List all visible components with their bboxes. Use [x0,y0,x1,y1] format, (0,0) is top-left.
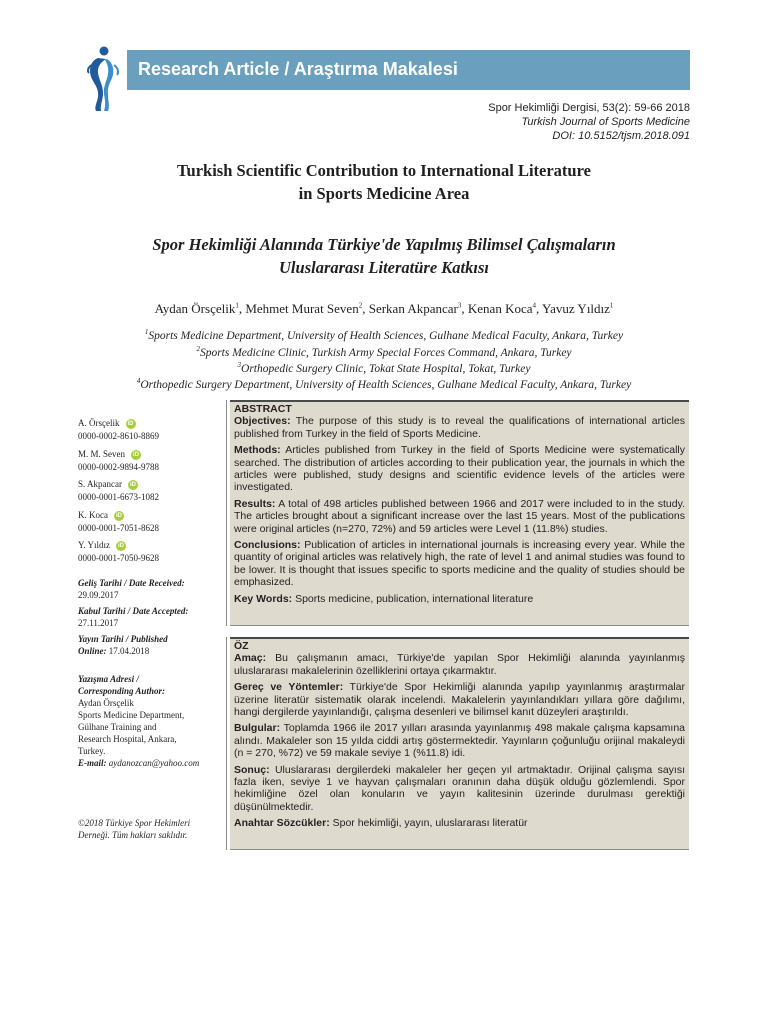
orcid-icon[interactable]: iD [127,420,134,427]
orcid-icon[interactable]: iD [118,542,125,549]
abstract-section-label: Objectives: [234,415,291,428]
published-label-online: Online: [78,646,107,656]
correspondence-line: Aydan Örsçelik [78,698,134,708]
received-date: 29.09.2017 [78,590,119,600]
copyright-line: ©2018 Türkiye Spor Hekimleri [78,818,191,828]
journal-info [488,101,690,143]
orcid-id[interactable]: 0000-0002-8610-8869 [78,431,159,441]
affiliation-mark: 1 [144,328,149,336]
author-affiliation-mark: 4 [532,301,536,310]
author-name: Mehmet Murat Seven [245,301,359,316]
affiliation-text: Orthopedic Surgery Department, University of Health Sciences, Gulhane Medical Faculty, Ankara, Turkey [140,378,632,391]
title-english-line: Turkish Scientific Contribution to International Literature [177,161,591,180]
orcid-id[interactable]: 0000-0002-9894-9788 [78,462,159,472]
orcid-id[interactable]: 0000-0001-7051-8628 [78,523,159,533]
orcid-id[interactable]: 0000-0001-6673-1082 [78,492,159,502]
abstract-section-text: Articles published from Turkey in the field of Sports Medicine were systematically searched. The distribution of articles according to their publication year, the journals in which the articles were published, study designs and scientific evidence levels of the articles were investigated. [234,444,685,494]
author-name: Yavuz Yıldız [542,301,610,316]
published-date: 17.04.2018 [106,646,150,656]
correspondence-line: Gülhane Training and [78,722,157,732]
orcid-entry [78,478,218,504]
copyright-line: Derneği. Tüm hakları saklıdır. [78,830,188,840]
correspondence-line: Sports Medicine Department, [78,710,185,720]
correspondence-line: Turkey. [78,746,106,756]
article-type-banner [127,50,690,90]
author-affiliation-mark: 1 [609,301,614,310]
email-label: E-mail: [78,758,107,768]
oz-section [234,764,685,814]
orcid-author-name: S. Akpancar [78,479,122,489]
oz-section [234,722,685,759]
oz-section [234,652,685,677]
orcid-icon[interactable]: iD [116,512,122,519]
abstract-section-label: Conclusions: [234,539,301,552]
author-separator: , [461,301,468,316]
oz-section-label: Amaç: [234,652,267,665]
affiliation [0,361,768,375]
affiliation-text: Orthopedic Surgery Clinic, Tokat State Hospital, Tokat, Turkey [241,362,531,375]
journal-name-en: Turkish Journal of Sports Medicine [521,116,690,128]
correspondence-label: Yazışma Adresi / [78,674,139,684]
affiliation-text: Sports Medicine Department, University of Health Sciences, Gulhane Medical Faculty, Ankara, Turkey [148,329,624,342]
orcid-author-name: Y. Yıldız [78,540,111,550]
oz-section-text: Bu çalışmanın amacı, Türkiye'de yapılan Spor Hekimliği alanında yayınlanmış uluslararası makalelerinin özelliklerini ortaya çıkarmaktır. [234,652,685,677]
orcid-entry [78,448,218,474]
athlete-figure-icon [86,45,120,113]
abstract-heading: ABSTRACT [234,403,292,415]
author-affiliation-mark: 3 [457,301,462,310]
abstract-section [234,415,685,440]
affiliation-mark: 3 [237,361,242,369]
correspondence-line: Research Hospital, Ankara, [78,734,177,744]
affiliation [0,377,768,391]
abstract-section-text: The purpose of this study is to reveal the qualifications of international articles published from Turkey in the field of Sports Medicine. [234,415,685,440]
article-type-title: Research Article / Araştırma Makalesi [138,59,458,79]
author-affiliation-mark: 1 [235,301,239,310]
abstract-section-label: Methods: [234,444,281,457]
column-divider [226,400,227,626]
oz-section-text: Türkiye'de Spor Hekimliği alanında yapılıp yayınlanmış araştırmalar üzerine literatür sistematik olarak incelendi. Makalelerin yayınlandıkları yıllara göre dağılımı, hangi dergilerde yayınlandığı, çalışma desenleri ve bilimsel kanıt düzeyleri araştırıldı. [234,681,685,719]
column-divider [226,637,227,850]
oz-section-text: Spor hekimliği, yayın, uluslararası literatür [329,817,528,830]
affiliation [0,328,768,342]
accepted-date: 27.11.2017 [78,618,119,628]
abstract-section [234,498,685,535]
affiliation [0,345,768,359]
title-english [0,159,768,205]
received-label: Geliş Tarihi / Date Received: [78,578,185,588]
oz-section-label: Sonuç: [234,763,270,776]
abstract-section-label: Key Words: [234,592,293,605]
abstract-section-label: Results: [234,497,276,510]
copyright-notice [78,817,218,841]
abstract-box [230,400,689,626]
email-address[interactable]: aydanozcan@yahoo.com [106,758,200,768]
orcid-author-name: A. Örsçelik [78,418,120,428]
abstract-section [234,444,685,494]
orcid-entry [78,509,218,535]
title-turkish-line: Spor Hekimliği Alanında Türkiye'de Yapılmış Bilimsel Çalışmaların [152,235,616,254]
journal-citation: Spor Hekimliği Dergisi, 53(2): 59-66 2018 [488,102,690,114]
oz-section-label: Bulgular: [234,722,281,735]
article-dates [78,577,218,657]
orcid-author-name: M. M. Seven [78,449,125,459]
orcid-id[interactable]: 0000-0001-7050-9628 [78,553,159,563]
abstract-section [234,539,685,589]
journal-doi: DOI: 10.5152/tjsm.2018.091 [552,130,690,142]
accepted-label: Kabul Tarihi / Date Accepted: [78,606,189,616]
abstract-section-text: Sports medicine, publication, international literature [292,592,534,605]
affiliation-mark: 4 [136,377,141,385]
author-name: Aydan Örsçelik [154,301,236,316]
orcid-entry [78,539,218,565]
affiliation-text: Sports Medicine Clinic, Turkish Army Special Forces Command, Ankara, Turkey [199,346,572,359]
author-separator: , [362,301,369,316]
author-affiliation-mark: 2 [358,301,363,310]
orcid-author-name: K. Koca [78,510,108,520]
title-english-line: in Sports Medicine Area [298,184,470,203]
oz-section-label: Gereç ve Yöntemler: [234,681,344,694]
author-name: Serkan Akpancar [368,301,458,316]
author-name: Kenan Koca [467,301,533,316]
published-label: Yayın Tarihi / Published [78,634,168,644]
orcid-icon[interactable]: iD [133,451,139,458]
author-separator: , [536,301,543,316]
oz-section-text: Uluslararası dergilerdeki makaleler her geçen yıl artmaktadır. Orijinal çalışma sayısı fazla iken, seviye 1 ve hayvan çalışmaları oranının daha düşük olduğu gözlemlendi. Spor hekimliğine özel olan konuların ve yayın kalitesinin üzerinde durulması gerektiği düşünülmektedir. [234,763,685,813]
oz-section-text: Toplamda 1966 ile 2017 yılları arasında yayınlanmış 498 makale çalışma kapsamına alındı. Makaleler son 15 yılda ciddi artış göstermektedir. Yayınların çoğunluğu orijinal makaleydi (n = 270, %72) ve 59 makale seviye 1 (%11.8) idi. [234,722,685,760]
orcid-entry [78,417,218,443]
oz-section [234,681,685,718]
orcid-icon[interactable]: iD [130,481,136,488]
abstract-section-text: Publication of articles in international journals is increasing every year. While the quantity of original articles was relatively high, the rate of level 1 and animal studies was found to be lower. It is thought that issues specific to sports medicine and the quality of studies should be emphasized. [234,539,685,589]
author-list [0,301,768,317]
title-turkish-line: Uluslararası Literatüre Katkısı [279,258,489,277]
title-turkish [0,233,768,279]
abstract-section [234,593,685,605]
oz-section-label: Anahtar Sözcükler: [234,817,330,830]
abstract-section-text: A total of 498 articles published between 1966 and 2017 were included to in the study. The articles brought about a significant increase over the last 15 years. Most of the publications were original articles (n=270, 72%) and 59 articles were Level 1 (11.8%) studies. [234,497,685,535]
correspondence-label: Corresponding Author: [78,686,165,696]
author-separator: , [238,301,246,316]
oz-section [234,817,685,829]
affiliation-mark: 2 [196,345,200,353]
oz-heading: ÖZ [234,640,249,652]
correspondence-block [78,673,218,769]
oz-box [230,637,689,850]
